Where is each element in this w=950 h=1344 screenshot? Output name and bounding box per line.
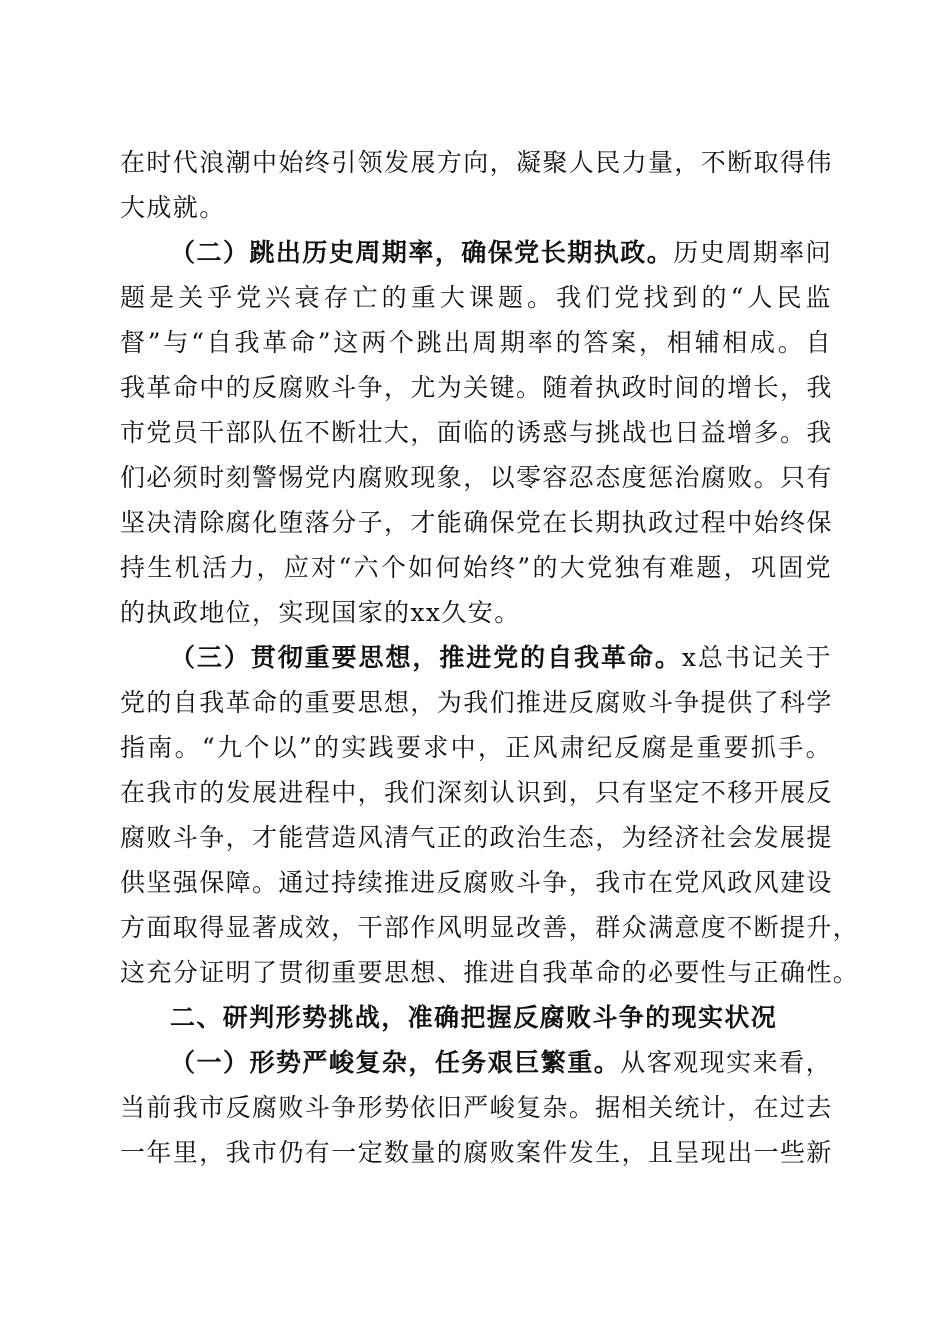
text-line: 督”与“自我革命”这两个跳出周期率的答案，相辅相成。自 — [120, 328, 832, 357]
subheading-lead: （二）跳出历史周期率，确保党长期执政。 — [170, 238, 674, 267]
text-line: 的执政地位，实现国家的xx久安。 — [120, 598, 521, 627]
text-line: 市党员干部队伍不断壮大，面临的诱惑与挑战也日益增多。我 — [120, 418, 833, 447]
text-line: 在我市的发展进程中，我们深刻认识到，只有坚定不移开展反 — [120, 778, 833, 807]
text-line: 腐败斗争，才能营造风清气正的政治生态，为经济社会发展提 — [120, 823, 833, 852]
text-line: 持生机活力，应对“六个如何始终”的大党独有难题，巩固党 — [120, 553, 832, 582]
text-line — [120, 230, 832, 275]
text-line: 在时代浪潮中始终引领发展方向，凝聚人民力量，不断取得伟 — [120, 148, 833, 177]
text-line: 题是关乎党兴衰存亡的重大课题。我们党找到的“人民监 — [120, 283, 832, 312]
text-line: 指南。“九个以”的实践要求中，正风肃纪反腐是重要抓手。 — [120, 733, 832, 762]
subheading-lead: （三）贯彻重要思想，推进党的自我革命。 — [170, 643, 682, 672]
text-line: 大成就。 — [120, 193, 226, 222]
text-line: 党的自我革命的重要思想，为我们推进反腐败斗争提供了科学 — [120, 688, 833, 717]
text-line: 这充分证明了贯彻重要思想、推进自我革命的必要性与正确性。 — [120, 958, 860, 987]
text-run: x总书记关于 — [681, 643, 832, 672]
text-line — [120, 635, 832, 680]
text-line: 供坚强保障。通过持续推进反腐败斗争，我市在党风政风建设 — [120, 868, 833, 897]
text-line: 一年里，我市仍有一定数量的腐败案件发生，且呈现出一些新 — [120, 1138, 833, 1167]
text-line: 当前我市反腐败斗争形势依旧严峻复杂。据相关统计，在过去 — [120, 1093, 833, 1122]
text-line: 我革命中的反腐败斗争，尤为关键。随着执政时间的增长，我 — [120, 373, 833, 402]
paragraph-section-2 — [120, 230, 832, 635]
text-line — [120, 1040, 832, 1085]
text-line: 坚决清除腐化堕落分子，才能确保党在长期执政过程中始终保 — [120, 508, 833, 537]
text-line: 方面取得显著成效，干部作风明显改善，群众满意度不断提升， — [120, 913, 860, 942]
text-run: 从客观现实来看， — [620, 1048, 832, 1077]
paragraph-section-4 — [120, 1040, 832, 1175]
subheading-lead: （一）形势严峻复杂，任务艰巨繁重。 — [170, 1048, 621, 1077]
text-run: 历史周期率问 — [673, 238, 833, 267]
document-body — [120, 140, 860, 1175]
paragraph-section-3 — [120, 635, 860, 995]
text-line: 们必须时刻警惕党内腐败现象，以零容忍态度惩治腐败。只有 — [120, 463, 833, 492]
section-heading — [120, 995, 832, 1040]
section-heading-text: 二、研判形势挑战，准确把握反腐败斗争的现实状况 — [170, 1003, 778, 1032]
paragraph-continuation — [120, 140, 832, 230]
